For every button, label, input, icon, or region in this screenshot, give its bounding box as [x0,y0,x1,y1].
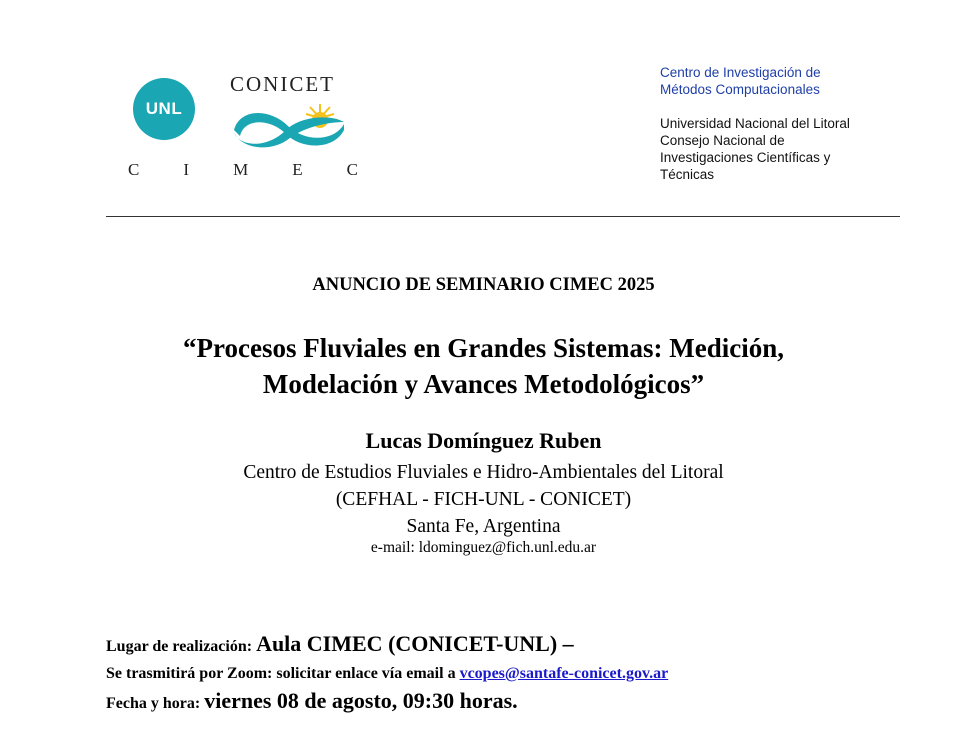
center-name [660,64,900,98]
seminar-title-line: “Procesos Fluviales en Grandes Sistemas: Medición, [183,333,784,363]
header-divider [106,216,900,217]
cimec-logo [128,70,358,185]
affiliation-line: Santa Fe, Argentina [406,516,561,537]
cimec-logo-text [128,160,358,180]
cimec-letter: I [183,160,190,179]
cimec-letter: M [233,160,249,179]
date-label: Fecha y hora: [106,695,201,712]
institution-header [660,64,900,183]
announcement-heading: ANUNCIO DE SEMINARIO CIMEC 2025 [312,275,655,295]
speaker-email-line [0,539,967,557]
speaker-affiliation [0,459,967,540]
seminar-title-line: Modelación y Avances Metodológicos” [262,369,705,399]
conicet-infinity-icon [230,100,348,150]
place-value: Aula CIMEC (CONICET-UNL) – [256,631,574,656]
conicet-logo-text: CONICET [230,72,335,96]
cimec-letter: C [128,160,140,179]
unl-logo [133,78,195,140]
zoom-email-link[interactable]: vcopes@santafe-conicet.gov.ar [459,665,669,682]
university-line: Investigaciones Científicas y [660,150,831,165]
cimec-letter: C [346,160,358,179]
unl-logo-text: UNL [145,99,183,118]
date-line [106,687,668,717]
university-line: Técnicas [660,167,715,182]
zoom-line [106,660,668,687]
speaker-email: ldominguez@fich.unl.edu.ar [418,539,597,556]
email-label: e-mail: [370,539,415,556]
seminar-details [106,630,668,717]
center-name-line: Métodos Computacionales [660,82,820,97]
affiliation-line: Centro de Estudios Fluviales e Hidro-Ambientales del Litoral [243,462,724,483]
affiliation-line: (CEFHAL - FICH-UNL - CONICET) [335,489,632,510]
zoom-text: Se trasmitirá por Zoom: solicitar enlace vía email a [106,665,456,682]
center-name-line: Centro de Investigación de [660,65,821,80]
seminar-title [0,330,967,402]
speaker-name: Lucas Domínguez Ruben [365,428,602,453]
university-line: Consejo Nacional de [660,133,785,148]
date-value: viernes 08 de agosto, 09:30 horas. [204,688,518,713]
university-line: Universidad Nacional del Litoral [660,116,850,131]
cimec-letter: E [292,160,303,179]
university-names [660,115,900,183]
place-line [106,630,668,660]
place-label: Lugar de realización: [106,638,253,655]
